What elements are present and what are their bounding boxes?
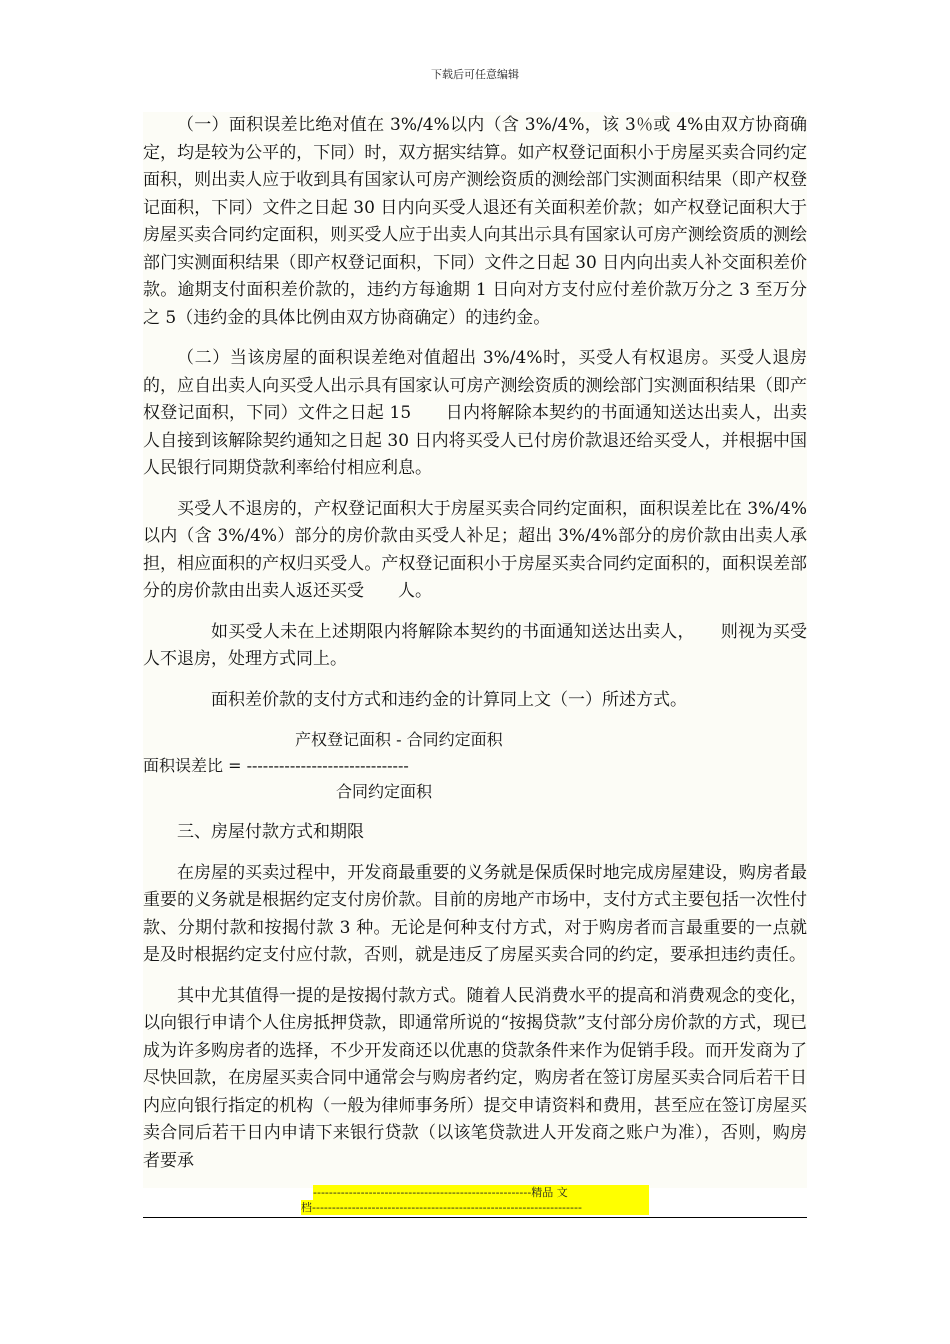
paragraph-4: 如买受人未在上述期限内将解除本契约的书面通知送达出卖人， 则视为买受人不退房，处理方式同上。 <box>143 621 807 669</box>
formula-lhs: 面积误差比 = ------------------------------ <box>143 756 409 775</box>
page-header: 下载后可任意编辑 <box>431 68 519 81</box>
paragraph-3: 买受人不退房的，产权登记面积大于房屋买卖合同约定面积，面积误差比在 3%/4%以内（含 3%/4%）部分的房价款由买受人补足；超出 3%/4%部分的房价款由出卖人承担，相应面积的产权归买受人。产权登记面积小于房屋买卖合同约定面积的，面积误差部分的房价款由出卖人返还买受 人。 <box>143 498 807 601</box>
formula-numerator: 产权登记面积 - 合同约定面积 <box>295 730 503 749</box>
section-heading: 三、房屋付款方式和期限 <box>177 822 364 842</box>
footer-highlight-line-2: 档-------------------------------------------------------------------- <box>301 1200 649 1215</box>
paragraph-2: （二）当该房屋的面积误差绝对值超出 3%/4%时，买受人有权退房。买受人退房的，应自出卖人向买受人出示具有国家认可房产测绘资质的测绘部门实测面积结果（即产权登记面积，下同）文件之日起 15 日内将解除本契约的书面通知送达出卖人，出卖人自接到该解除契约通知之日起 30 日内将买受人已付房价款退还给买受人，并根据中国人民银行同期贷款利率给付相应利息。 <box>143 348 807 478</box>
paragraph-6: 在房屋的买卖过程中，开发商最重要的义务就是保质保时地完成房屋建设，购房者最重要的义务就是根据约定支付房价款。目前的房地产市场中，支付方式主要包括一次性付款、分期付款和按揭付款 3 种。无论是何种支付方式，对于购房者而言最重要的一点就是及时根据约定支付应付款，否则，就是违反了房屋买卖合同的约定，要承担违约责任。 <box>143 862 807 965</box>
paragraph-7: 其中尤其值得一提的是按揭付款方式。随着人民消费水平的提高和消费观念的变化，以向银行申请个人住房抵押贷款，即通常所说的“按揭贷款”支付部分房价款的方式，现已成为许多购房者的选择，不少开发商还以优惠的贷款条件来作为促销手段。而开发商为了尽快回款，在房屋买卖合同中通常会与购房者约定，购房者在签订房屋买卖合同后若干日内应向银行指定的机构（一般为律师事务所）提交申请资料和费用，甚至应在签订房屋买卖合同后若干日内申请下来银行贷款（以该笔贷款进人开发商之账户为准），否则，购房者要承 <box>143 985 807 1171</box>
formula-denominator: 合同约定面积 <box>336 782 433 801</box>
footer-highlight-line-1: -------------------------------------------------------精品 文 <box>313 1185 649 1200</box>
area-error-formula <box>143 727 807 805</box>
paragraph-5: 面积差价款的支付方式和违约金的计算同上文（一）所述方式。 <box>211 689 687 710</box>
paragraph-1: （一）面积误差比绝对值在 3%/4%以内（含 3%/4%，该 3％或 4%由双方协商确定，均是较为公平的，下同）时，双方据实结算。如产权登记面积小于房屋买卖合同约定面积，则出卖人应于收到具有国家认可房产测绘资质的测绘部门实测面积结果（即产权登记面积，下同）文件之日起 30 日内向买受人退还有关面积差价款；如产权登记面积大于房屋买卖合同约定面积，则买受人应于出卖人向其出示具有国家认可房产测绘资质的测绘部门实测面积结果（即产权登记面积，下同）文件之日起 30 日内向出卖人补交面积差价款。逾期支付面积差价款的，违约方每逾期 1 日向对方支付应付差价款万分之 3 至万分之 5（违约金的具体比例由双方协商确定）的违约金。 <box>143 115 807 328</box>
footer-rule <box>143 1217 807 1218</box>
document-body <box>143 112 807 1188</box>
